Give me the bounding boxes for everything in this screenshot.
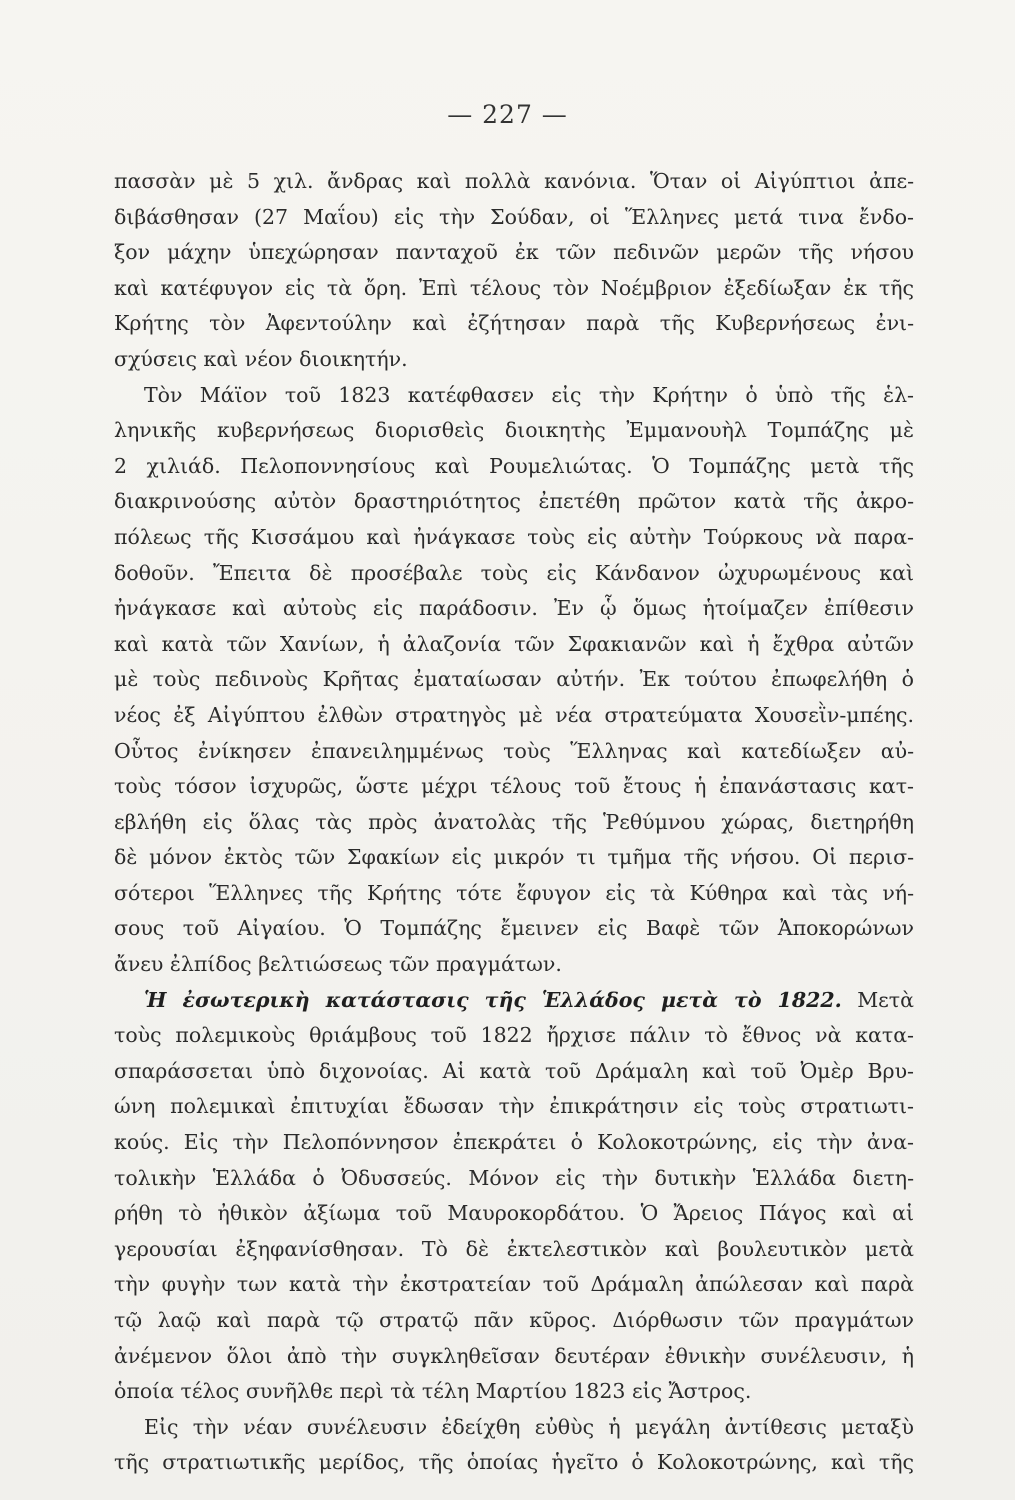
heading-continuation: Μετὰ xyxy=(857,987,914,1012)
text-line: εβλήθη εἰς ὅλας τὰς πρὸς ἀνατολὰς τῆς Ῥεθύμνου χώρας, διετηρήθη xyxy=(114,809,914,834)
text-line: πόλεως τῆς Κισσάμου καὶ ἠνάγκασε τοὺς εἰς αὐτὴν Τούρκους νὰ παρα- xyxy=(114,524,914,549)
body-text xyxy=(114,164,914,1481)
text-line: ἀνέμενον ὅλοι ἀπὸ τὴν συγκληθεῖσαν δευτέραν ἐθνικὴν συνέλευσιν, ἡ xyxy=(114,1343,914,1368)
text-line: Κρήτης τὸν Ἀφεντούλην καὶ ἐζήτησαν παρὰ τῆς Κυβερνήσεως ἐνι- xyxy=(114,311,914,336)
text-line: τῆς στρατιωτικῆς μερίδος, τῆς ὁποίας ἡγεῖτο ὁ Κολοκοτρώνης, καὶ τῆς xyxy=(114,1450,914,1475)
text-line: σότεροι Ἕλληνες τῆς Κρήτης τότε ἔφυγον εἰς τὰ Κύθηρα καὶ τὰς νή- xyxy=(114,880,914,905)
text-line: τολικὴν Ἑλλάδα ὁ Ὀδυσσεύς. Μόνον εἰς τὴν δυτικὴν Ἑλλάδα διετη- xyxy=(114,1165,914,1190)
text-line: δὲ μόνον ἐκτὸς τῶν Σφακίων εἰς μικρόν τι τμῆμα τῆς νήσου. Οἱ περισ- xyxy=(114,845,914,870)
text-line: νέος ἐξ Αἰγύπτου ἐλθὼν στρατηγὸς μὲ νέα στρατεύματα Χουσεῒν-μπέης. xyxy=(114,702,914,727)
text-line: 2 χιλιάδ. Πελοποννησίους καὶ Ρουμελιώτας. Ὁ Τομπάζης μετὰ τῆς xyxy=(114,453,914,478)
text-line: τῷ λαῷ καὶ παρὰ τῷ στρατῷ πᾶν κῦρος. Διόρθωσιν τῶν πραγμάτων xyxy=(114,1308,914,1332)
text-line: κούς. Εἰς τὴν Πελοπόννησον ἐπεκράτει ὁ Κολοκοτρώνης, εἰς τὴν ἀνα- xyxy=(114,1130,914,1155)
text-line: τοὺς τόσον ἰσχυρῶς, ὥστε μέχρι τέλους τοῦ ἔτους ἡ ἐπανάστασις κατ- xyxy=(114,774,914,799)
section-heading: Ἡ ἐσωτερικὴ κατάστασις τῆς Ἑλλάδος μετὰ τὸ 1822. xyxy=(144,987,842,1012)
text-line: Τὸν Μάϊον τοῦ 1823 κατέφθασεν εἰς τὴν Κρήτην ὁ ὑπὸ τῆς ἑλ- xyxy=(144,382,914,407)
section-heading-line xyxy=(114,983,914,1019)
text-line: σπαράσσεται ὑπὸ διχονοίας. Αἱ κατὰ τοῦ Δράμαλη καὶ τοῦ Ὀμὲρ Βρυ- xyxy=(114,1058,914,1083)
text-line: καὶ κατέφυγον εἰς τὰ ὄρη. Ἐπὶ τέλους τὸν Νοέμβριον ἐξεδίωξαν ἐκ τῆς xyxy=(114,275,914,300)
page-number: — 227 — xyxy=(447,100,568,129)
text-line: δοθοῦν. Ἔπειτα δὲ προσέβαλε τοὺς εἰς Κάνδανον ὠχυρωμένους καὶ xyxy=(114,560,914,585)
text-line: γερουσίαι ἐξηφανίσθησαν. Τὸ δὲ ἐκτελεστικὸν καὶ βουλευτικὸν μετὰ xyxy=(114,1236,914,1261)
text-line: τοὺς πολεμικοὺς θριάμβους τοῦ 1822 ἤρχισε πάλιν τὸ ἔθνος νὰ κατα- xyxy=(114,1023,914,1048)
text-line: τὴν φυγὴν των κατὰ τὴν ἐκστρατείαν τοῦ Δράμαλη ἀπώλεσαν καὶ παρὰ xyxy=(114,1272,914,1297)
text-line: σχύσεις καὶ νέον διοικητήν. xyxy=(114,346,408,371)
text-line: Εἰς τὴν νέαν συνέλευσιν ἐδείχθη εὐθὺς ἡ μεγάλη ἀντίθεσις μεταξὺ xyxy=(144,1414,914,1439)
text-line: ληνικῆς κυβερνήσεως διορισθεὶς διοικητὴς Ἐμμανουὴλ Τομπάζης μὲ xyxy=(114,418,914,443)
text-line: διακρινούσης αὐτὸν δραστηριότητος ἐπετέθη πρῶτον κατὰ τῆς ἀκρο- xyxy=(114,489,914,514)
text-line: ώνη πολεμικαὶ ἐπιτυχίαι ἔδωσαν τὴν ἐπικράτησιν εἰς τοὺς στρατιωτι- xyxy=(114,1094,914,1119)
text-line: διβάσθησαν (27 Μαΐου) εἰς τὴν Σούδαν, οἱ Ἕλληνες μετά τινα ἔνδο- xyxy=(114,204,914,229)
text-line: ρήθη τὸ ἠθικὸν ἀξίωμα τοῦ Μαυροκορδάτου. Ὁ Ἄρειος Πάγος καὶ αἱ xyxy=(114,1201,914,1226)
text-line: ἠνάγκασε καὶ αὐτοὺς εἰς παράδοσιν. Ἐν ᾧ ὅμως ἡτοίμαζεν ἐπίθεσιν xyxy=(114,596,914,621)
text-line: Οὗτος ἐνίκησεν ἐπανειλημμένως τοὺς Ἕλληνας καὶ κατεδίωξεν αὐ- xyxy=(114,738,914,763)
text-line: καὶ κατὰ τῶν Χανίων, ἡ ἀλαζονία τῶν Σφακιανῶν καὶ ἡ ἔχθρα αὐτῶν xyxy=(114,631,914,656)
text-line: ξον μάχην ὑπεχώρησαν πανταχοῦ ἐκ τῶν πεδινῶν μερῶν τῆς νήσου xyxy=(114,240,914,265)
text-line: σους τοῦ Αἰγαίου. Ὁ Τομπάζης ἔμεινεν εἰς Βαφὲ τῶν Ἀποκορώνων xyxy=(114,916,914,941)
text-line: μὲ τοὺς πεδινοὺς Κρῆτας ἐματαίωσαν αὐτήν. Ἐκ τούτου ἐπωφελήθη ὁ xyxy=(114,667,914,692)
text-line: ἄνευ ἐλπίδος βελτιώσεως τῶν πραγμάτων. xyxy=(114,952,562,977)
text-line: ὁποία τέλος συνῆλθε περὶ τὰ τέλη Μαρτίου 1823 εἰς Ἄστρος. xyxy=(114,1379,752,1404)
text-line: πασσὰν μὲ 5 χιλ. ἄνδρας καὶ πολλὰ κανόνια. Ὅταν οἱ Αἰγύπτιοι ἀπε- xyxy=(114,169,914,193)
